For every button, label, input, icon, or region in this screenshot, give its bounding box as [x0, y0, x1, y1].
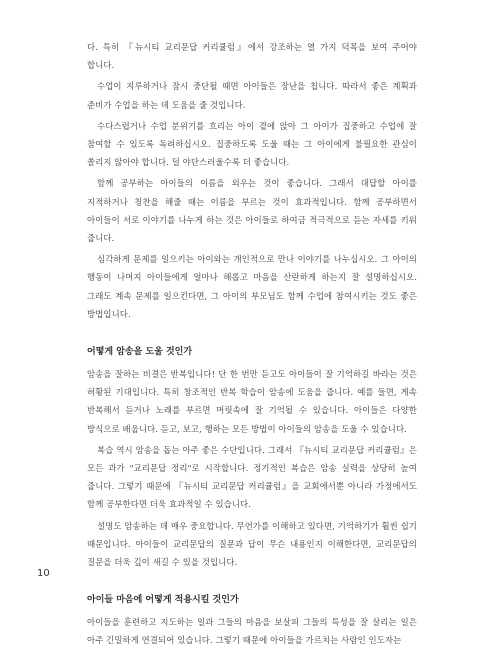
paragraph: 암송을 잘하는 비결은 반복입니다! 단 한 번만 듣고도 아이들이 잘 기억하길 바라는 것은 허황된 기대입니다. 특히 창조적인 반복 학습이 암송에 도움을 줍니다. 예를 들면, 게속 반복해서 듣거나 노래를 부르면 머릿속에 잘 기억될 수 있습니다. 아이들은 다양한 방식으로 배웁니다. 듣고, 보고, 행하는 모든 방법이 아이들의 암송을 도울 수 있습니다.: [87, 369, 417, 434]
paragraph: 심각하게 문제를 일으키는 아이와는 개인적으로 만나 이야기를 나누십시오. 그 아이의 행동이 나머지 아이들에게 얼마나 해롭고 마음을 산란하게 하는지 잘 설명하십시오. 그래도 계속 문제를 일으킨다면, 그 아이의 부모님도 함께 수업에 참여시키는 것도 좋은 방법입니다.: [87, 254, 417, 319]
paragraph: 복습 역시 암송을 돕는 아주 좋은 수단입니다. 그래서 『뉴시티 교리문답 커리큘럼』은 모든 과가 "교리문답 정리"로 시작합니다. 정기적인 복습은 암송 실력을 상당히 높여 줍니다. 그렇기 때문에 『뉴시티 교리문답 커리큘럼』을 교회에서뿐 아니라 가정에서도 함께 공부한다면 더욱 효과적일 수 있습니다.: [87, 444, 417, 510]
page-number: 10: [37, 568, 50, 579]
section-heading-application: 아이들 마음에 어떻게 적용시킬 것인가: [87, 595, 239, 606]
paragraph: 함께 공부하는 아이들의 이름을 외우는 것이 좋습니다. 그래서 대답할 아이를 지적하거나 칭찬을 해줄 때는 이름을 부르는 것이 효과적입니다. 함께 공부하면서 아이들이 서로 이야기를 나누게 하는 것은 아이들로 하여금 적극적으로 듣는 자세를 키워 줍니다.: [87, 178, 417, 244]
paragraph: 수업이 지루하거나 잠시 중단될 때면 아이들은 장난을 칩니다. 따라서 좋은 계획과 준비가 수업을 하는 데 도움을 줄 것입니다.: [87, 81, 417, 110]
paragraph: 수다스럽거나 수업 분위기를 흐리는 아이 곁에 앉아 그 아이가 집중하고 수업에 잘 참여할 수 있도록 독려하십시오. 집중하도록 도울 때는 그 아이에게 불필요한 관심이 쏠리지 않아야 합니다. 덜 야단스러울수록 더 좋습니다.: [87, 120, 417, 168]
paragraph: 아이들을 훈련하고 지도하는 일과 그들의 마음을 보살피 그들의 특성을 잘 살리는 일은 아주 긴밀하게 연결되어 있습니다. 그렇기 때문에 아이들을 가르치는 사람인 인도자는: [87, 617, 417, 646]
paragraph: 다. 특히 『뉴시티 교리문답 커리큘럼』에서 강조하는 열 가지 덕목을 보여 주어야 합니다.: [87, 42, 417, 71]
paragraph: 설명도 암송하는 데 매우 중요합니다. 무언가를 이해하고 있다면, 기억하기가 훨씬 쉽기 때문입니다. 아이들이 교리문답의 질문과 답이 무슨 내용인지 이해한다면, 교리문답의 질문을 더욱 깊이 새길 수 있을 것입니다.: [87, 520, 417, 568]
body-text: [87, 38, 417, 653]
section-heading-memorization: 어떻게 암송을 도울 것인가: [87, 347, 193, 358]
